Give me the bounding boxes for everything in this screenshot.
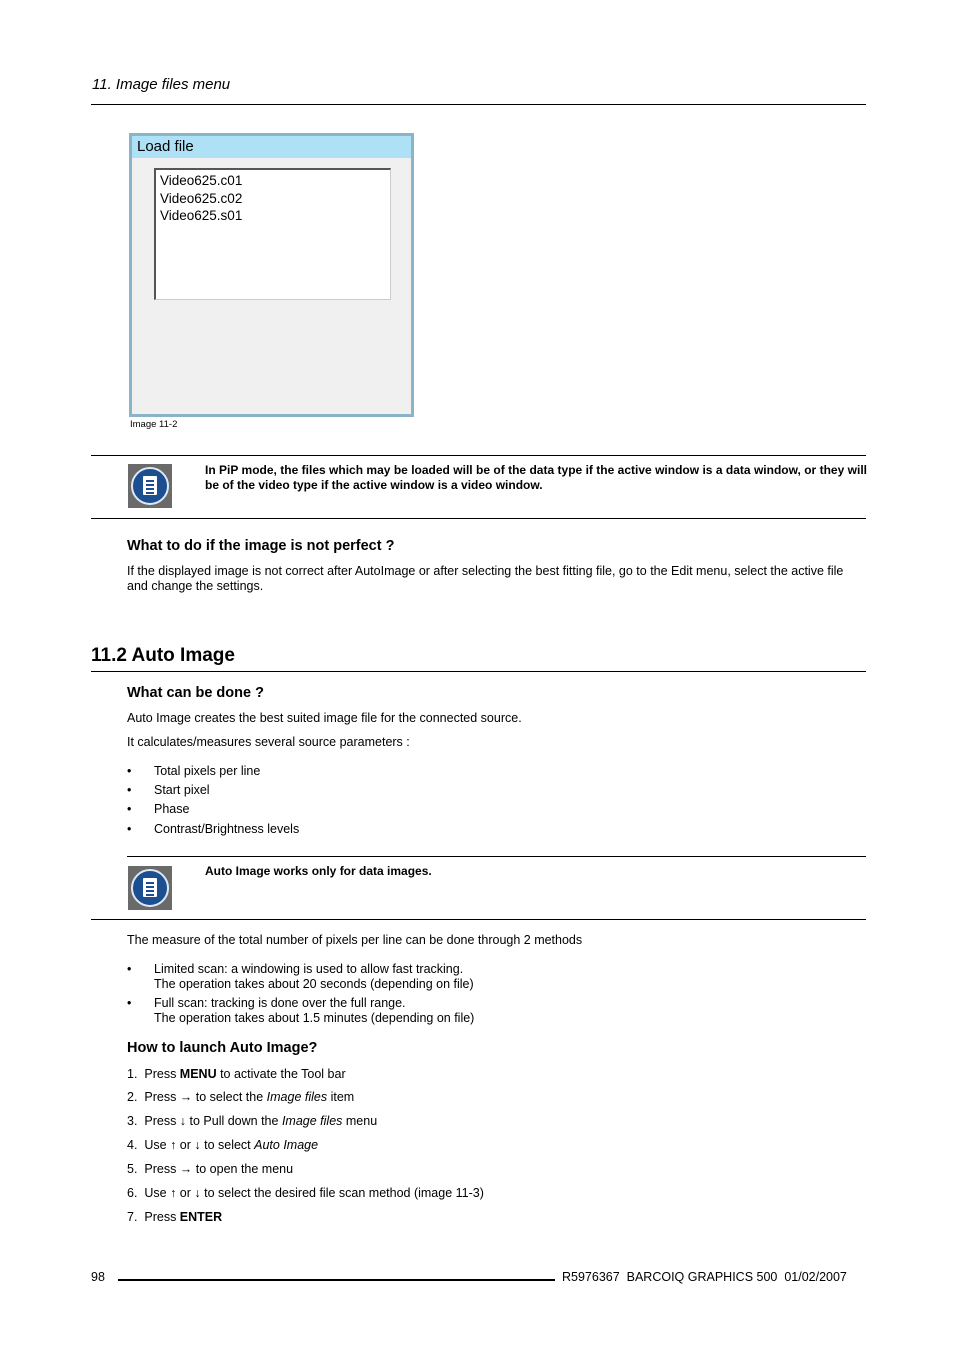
auto-image-note-text: Auto Image works only for data images.	[205, 864, 432, 878]
note-top-rule	[91, 455, 866, 456]
note-bottom-rule	[91, 518, 866, 519]
footer-rule	[118, 1279, 555, 1281]
step-item: 4. Use ↑ or ↓ to select Auto Image	[127, 1138, 319, 1152]
image-caption: Image 11-2	[130, 419, 178, 430]
file-item[interactable]: Video625.c01	[160, 173, 243, 188]
pip-note-text: In PiP mode, the files which may be loaded will be of the data type if the active window is a data window, or they will be of the video type if the active window is a video window.	[205, 463, 867, 492]
list-item: • Full scan: tracking is done over the full range. The operation takes about 1.5 minutes (depending on file)	[127, 996, 475, 1025]
header-rule	[91, 104, 866, 105]
step-item: 2. Press → to select the Image files item	[127, 1090, 355, 1104]
step-item: 3. Press ↓ to Pull down the Image files menu	[127, 1114, 378, 1128]
chapter-title: 11. Image files menu	[92, 76, 231, 93]
file-list	[154, 168, 391, 300]
step-item: 5. Press → to open the menu	[127, 1162, 294, 1176]
note-bottom-rule	[91, 919, 866, 920]
list-item: • Start pixel	[127, 783, 210, 797]
step-item: 1. Press MENU to activate the Tool bar	[127, 1067, 346, 1081]
section-heading: What to do if the image is not perfect ?	[127, 538, 395, 554]
section-rule	[91, 671, 866, 672]
section-title: 11.2 Auto Image	[91, 645, 235, 666]
dialog-title: Load file	[132, 136, 411, 158]
subsection-heading: What can be done ?	[127, 685, 264, 701]
paragraph: It calculates/measures several source parameters :	[127, 735, 410, 749]
footer-doc-info: R5976367 BARCOIQ GRAPHICS 500 01/02/2007	[562, 1270, 847, 1284]
note-top-rule	[127, 856, 866, 857]
load-file-dialog	[129, 133, 414, 417]
page-number: 98	[91, 1270, 105, 1284]
list-item: • Contrast/Brightness levels	[127, 822, 300, 836]
step-item: 7. Press ENTER	[127, 1210, 223, 1224]
list-item: • Phase	[127, 802, 190, 816]
step-item: 6. Use ↑ or ↓ to select the desired file scan method (image 11-3)	[127, 1186, 484, 1200]
document-note-icon	[128, 464, 172, 508]
list-item: • Total pixels per line	[127, 764, 261, 778]
document-note-icon	[128, 866, 172, 910]
file-item[interactable]: Video625.s01	[160, 208, 243, 223]
list-item: • Limited scan: a windowing is used to allow fast tracking. The operation takes about 20 seconds (depending on file)	[127, 962, 474, 991]
paragraph: Auto Image creates the best suited image file for the connected source.	[127, 711, 522, 725]
file-item[interactable]: Video625.c02	[160, 190, 243, 206]
subsection-heading: How to launch Auto Image?	[127, 1040, 318, 1056]
fix-paragraph: If the displayed image is not correct after AutoImage or after selecting the best fitting file, go to the Edit menu, select the active file and change the settings.	[127, 564, 844, 593]
paragraph: The measure of the total number of pixels per line can be done through 2 methods	[127, 933, 583, 947]
